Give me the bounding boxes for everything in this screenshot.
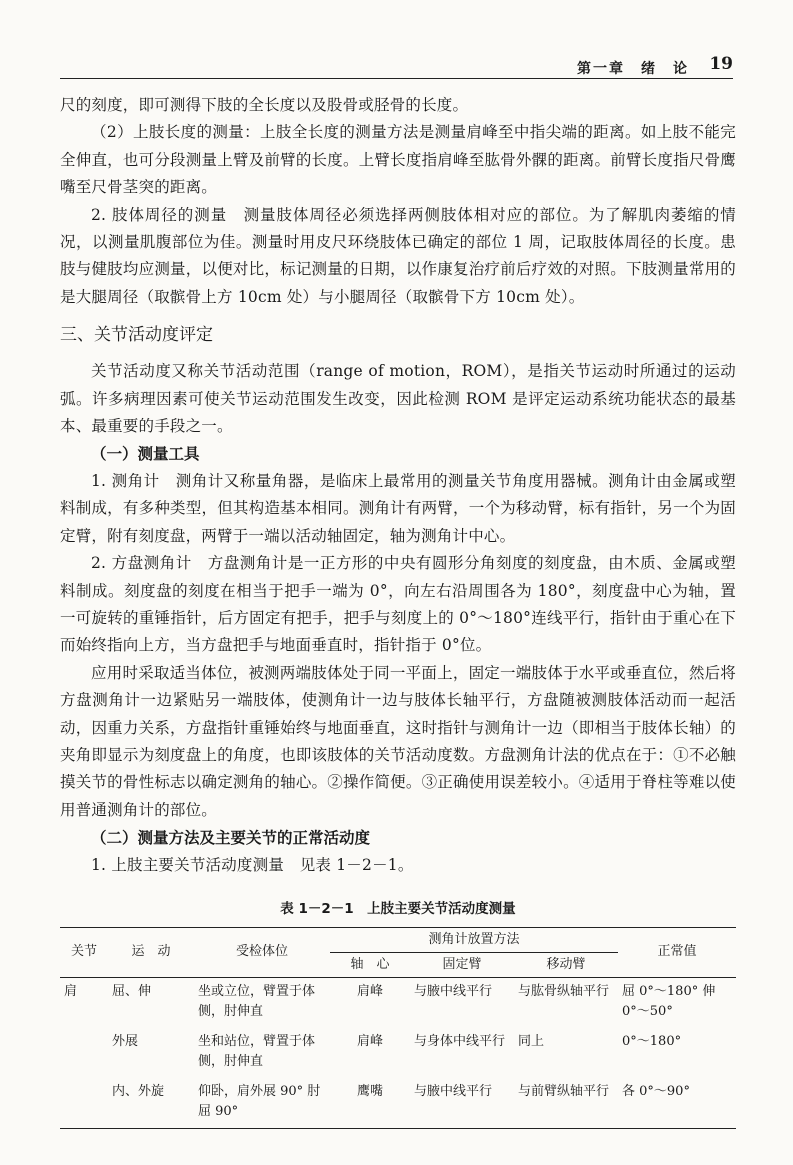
paragraph: 尺的刻度，即可测得下肢的全长度以及股骨或胫骨的长度。: [60, 96, 469, 114]
table-row: [60, 1078, 736, 1129]
cell-joint: [60, 1078, 108, 1129]
cell-joint: 肩: [64, 983, 78, 999]
cell-axis: 肩峰: [356, 983, 383, 999]
header-fixed-arm: 固定臂: [410, 952, 514, 977]
cell-moving-arm: 与前臂纵轴平行: [514, 1078, 618, 1129]
cell-fixed-arm: 与腋中线平行: [410, 1078, 514, 1129]
header-axis: 轴 心: [330, 952, 410, 977]
cell-axis: 鹰嘴: [330, 1078, 410, 1129]
rom-table: [60, 927, 736, 1129]
paragraph: 1. 测角计 测角计又称量角器，是临床上最常用的测量关节角度用器械。测角计由金属或塑料制成，有多种类型，但其构造基本相同。测角计有两臂，一个为移动臂，标有指针，另一个为固定臂，附有刻度盘，两臂于一端以活动轴固定，轴为测角计中心。: [60, 471, 736, 545]
header-goniometer: 测角计放置方法: [330, 927, 618, 952]
subsection-heading: （二）测量方法及主要关节的正常活动度: [91, 828, 371, 848]
chapter-title: 第一章 绪 论: [577, 61, 689, 77]
cell-motion: 内、外旋: [108, 1078, 194, 1129]
cell-fixed-arm: 与身体中线平行: [414, 1033, 506, 1049]
table-row: [60, 1028, 736, 1078]
cell-fixed-arm: 与腋中线平行: [414, 983, 493, 999]
paragraph: 关节活动度又称关节活动范围（range of motion，ROM），是指关节运动时所通过的运动弧。许多病理因素可使关节运动范围发生改变，因此检测 ROM 是评定运动系统功能状态的最基本、最重要的手段之一。: [60, 362, 736, 436]
table-caption: 表 1－2－1 上肢主要关节活动度测量: [280, 900, 516, 917]
cell-motion: 屈、伸: [112, 983, 152, 999]
paragraph: 应用时采取适当体位，被测两端肢体处于同一平面上，固定一端肢体于水平或垂直位，然后将方盘测角计一边紧贴另一端肢体，使测角计一边与肢体长轴平行，方盘随被测肢体活动而一起活动，因重力关系，方盘指针重锤始终与地面垂直，这时指针与测角计一边（即相当于肢体长轴）的夹角即显示为刻度盘上的角度，也即该肢体的关节活动度数。方盘测角计法的优点在于：①不必触摸关节的骨性标志以确定测角的轴心。②操作简便。③正确使用误差较小。④适用于脊柱等难以使用普通测角计的部位。: [60, 663, 736, 819]
table-row: [60, 977, 736, 1028]
cell-position: 坐和站位，臂置于体侧，肘伸直: [198, 1033, 316, 1069]
subsection-heading: （一）测量工具: [91, 444, 200, 464]
section-heading: 三、关节活动度评定: [60, 325, 213, 346]
paragraph: 2. 肢体周径的测量 测量肢体周径必须选择两侧肢体相对应的部位。为了解肌肉萎缩的情况，以测量肌腹部位为佳。测量时用皮尺环绕肢体已确定的部位 1 周，记取肢体周径的长度。患肢与健肢均应测量，以便对比，标记测量的日期，以作康复治疗前后疗效的对照。下肢测量常用的是大腿周径（取髌骨上方 10cm 处）与小腿周径（取髌骨下方 10cm 处）。: [60, 205, 736, 306]
cell-normal: 各 0°～90°: [618, 1078, 736, 1129]
header-normal: 正常值: [618, 927, 736, 977]
header-joint: 关节: [60, 927, 108, 977]
cell-position: 坐或立位，臂置于体侧，肘伸直: [198, 983, 316, 1019]
cell-moving-arm: 同上: [518, 1033, 545, 1049]
page-header: [60, 52, 733, 79]
cell-motion: 外展: [112, 1033, 139, 1049]
paragraph: （2）上肢长度的测量：上肢全长度的测量方法是测量肩峰至中指尖端的距离。如上肢不能完全伸直，也可分段测量上臂及前臂的长度。上臂长度指肩峰至肱骨外髁的距离。前臂长度指尺骨鹰嘴至尺骨茎突的距离。: [60, 123, 736, 197]
paragraph: 1. 上肢主要关节活动度测量 见表 1－2－1。: [91, 855, 414, 874]
header-motion: 运 动: [108, 927, 194, 977]
cell-moving-arm: 与肱骨纵轴平行: [518, 983, 610, 999]
page-body: [60, 92, 736, 1129]
paragraph: 2. 方盘测角计 方盘测角计是一正方形的中央有圆形分角刻度的刻度盘，由木质、金属或塑料制成。刻度盘的刻度在相当于把手一端为 0°，向左右沿周围各为 180°，刻度盘中心为轴，置一可旋转的重锤指针，后方固定有把手，把手与刻度上的 0°～180°连线平行，指针由于重心在下而始终指向上方，当方盘把手与地面垂直时，指针指于 0°位。: [60, 554, 736, 655]
cell-normal: 屈 0°～180° 伸 0°～50°: [622, 983, 716, 1019]
header-moving-arm: 移动臂: [514, 952, 618, 977]
cell-joint: [60, 1028, 108, 1078]
cell-position: 仰卧，肩外展 90° 肘屈 90°: [194, 1078, 330, 1129]
page-number: 19: [709, 54, 733, 74]
cell-normal: 0°～180°: [622, 1033, 682, 1049]
cell-axis: 肩峰: [356, 1033, 383, 1049]
header-position: 受检体位: [194, 927, 330, 977]
